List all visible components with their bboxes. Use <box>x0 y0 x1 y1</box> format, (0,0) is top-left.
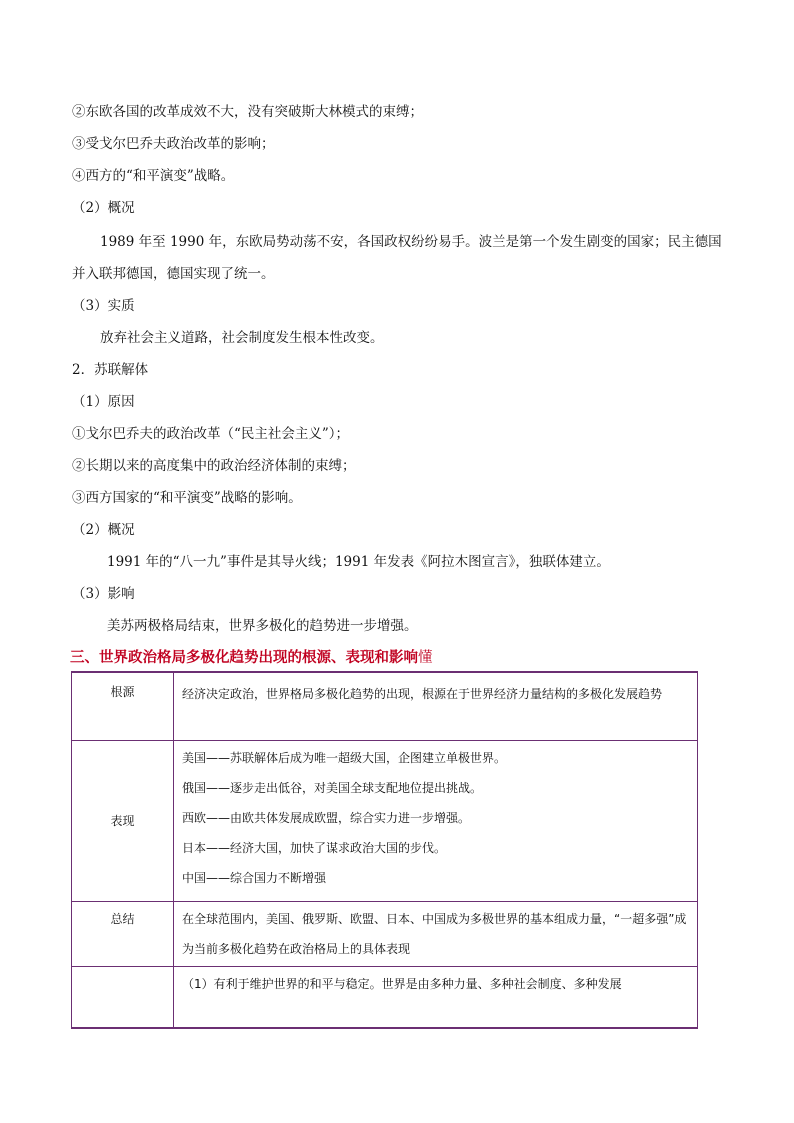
cell-item: 美国——苏联解体后成为唯一超级大国，企图建立单极世界。 <box>182 750 507 765</box>
section-title-text: 三、世界政治格局多极化趋势出现的根源、表现和影响 <box>70 650 418 666</box>
paragraph-line: 并入联邦德国，德国实现了统一。 <box>72 266 275 282</box>
table-row <box>72 740 698 901</box>
paragraph-line: 1989 年至 1990 年，东欧局势动荡不安，各国政权纷纷易手。波兰是第一个发生剧变的国家；民主德国 <box>100 234 722 250</box>
table-row <box>72 966 698 1028</box>
row-label-cell <box>72 966 174 1028</box>
paragraph-line: 1991 年的“八一九”事件是其导火线；1991 年发表《阿拉木图宣言》，独联体建立。 <box>107 554 610 570</box>
row-label-cell <box>72 901 174 966</box>
cell-item: 西欧——由欧共体发展成欧盟，综合实力进一步增强。 <box>182 810 471 825</box>
text-line: ③受戈尔巴乔夫政治改革的影响； <box>72 136 275 152</box>
table-row <box>72 672 698 740</box>
subheading: （2）概况 <box>72 200 135 216</box>
text-line: ②东欧各国的改革成效不大，没有突破斯大林模式的束缚； <box>72 104 423 120</box>
row-label: 总结 <box>110 911 135 926</box>
subheading: （3）影响 <box>72 586 135 602</box>
row-label: 表现 <box>110 814 135 828</box>
cell-text: （1）有利于维护世界的和平与稳定。世界是由多种力量、多种社会制度、多种发展 <box>182 976 622 991</box>
row-content-cell <box>174 672 698 740</box>
cell-item: 日本——经济大国，加快了谋求政治大国的步伐。 <box>182 840 447 855</box>
table-row <box>72 901 698 966</box>
row-label-cell <box>72 672 174 740</box>
section-title <box>70 646 433 667</box>
row-content-cell <box>174 901 698 966</box>
cell-item: 中国——综合国力不断增强 <box>182 870 327 885</box>
summary-table <box>71 671 698 1029</box>
text-line: ②长期以来的高度集中的政治经济体制的束缚； <box>72 458 356 474</box>
text-line: ③西方国家的“和平演变”战略的影响。 <box>72 490 302 506</box>
paragraph-line: 美苏两极格局结束，世界多极化的趋势进一步增强。 <box>107 618 418 634</box>
cell-text: 在全球范围内，美国、俄罗斯、欧盟、日本、中国成为多极世界的基本组成力量，“一超多强”成为当前多极化趋势在政治格局上的具体表现 <box>182 911 687 956</box>
row-content-cell <box>174 966 698 1028</box>
text-line: ④西方的“和平演变”战略。 <box>72 168 235 184</box>
subheading: （1）原因 <box>72 394 135 410</box>
paragraph-line: 放弃社会主义道路，社会制度发生根本性改变。 <box>100 330 384 346</box>
text-line: ①戈尔巴乔夫的政治改革（“民主社会主义”）； <box>72 426 350 442</box>
row-content-cell <box>174 740 698 901</box>
section-heading: 2．苏联解体 <box>72 362 149 378</box>
understand-tag: 懂 <box>418 650 433 666</box>
subheading: （2）概况 <box>72 522 135 538</box>
subheading: （3）实质 <box>72 298 135 314</box>
cell-text: 经济决定政治，世界格局多极化趋势的出现，根源在于世界经济力量结构的多极化发展趋势 <box>182 687 663 701</box>
cell-item: 俄国——逐步走出低谷，对美国全球支配地位提出挑战。 <box>182 780 483 795</box>
row-label: 根源 <box>110 685 135 699</box>
row-label-cell <box>72 740 174 901</box>
